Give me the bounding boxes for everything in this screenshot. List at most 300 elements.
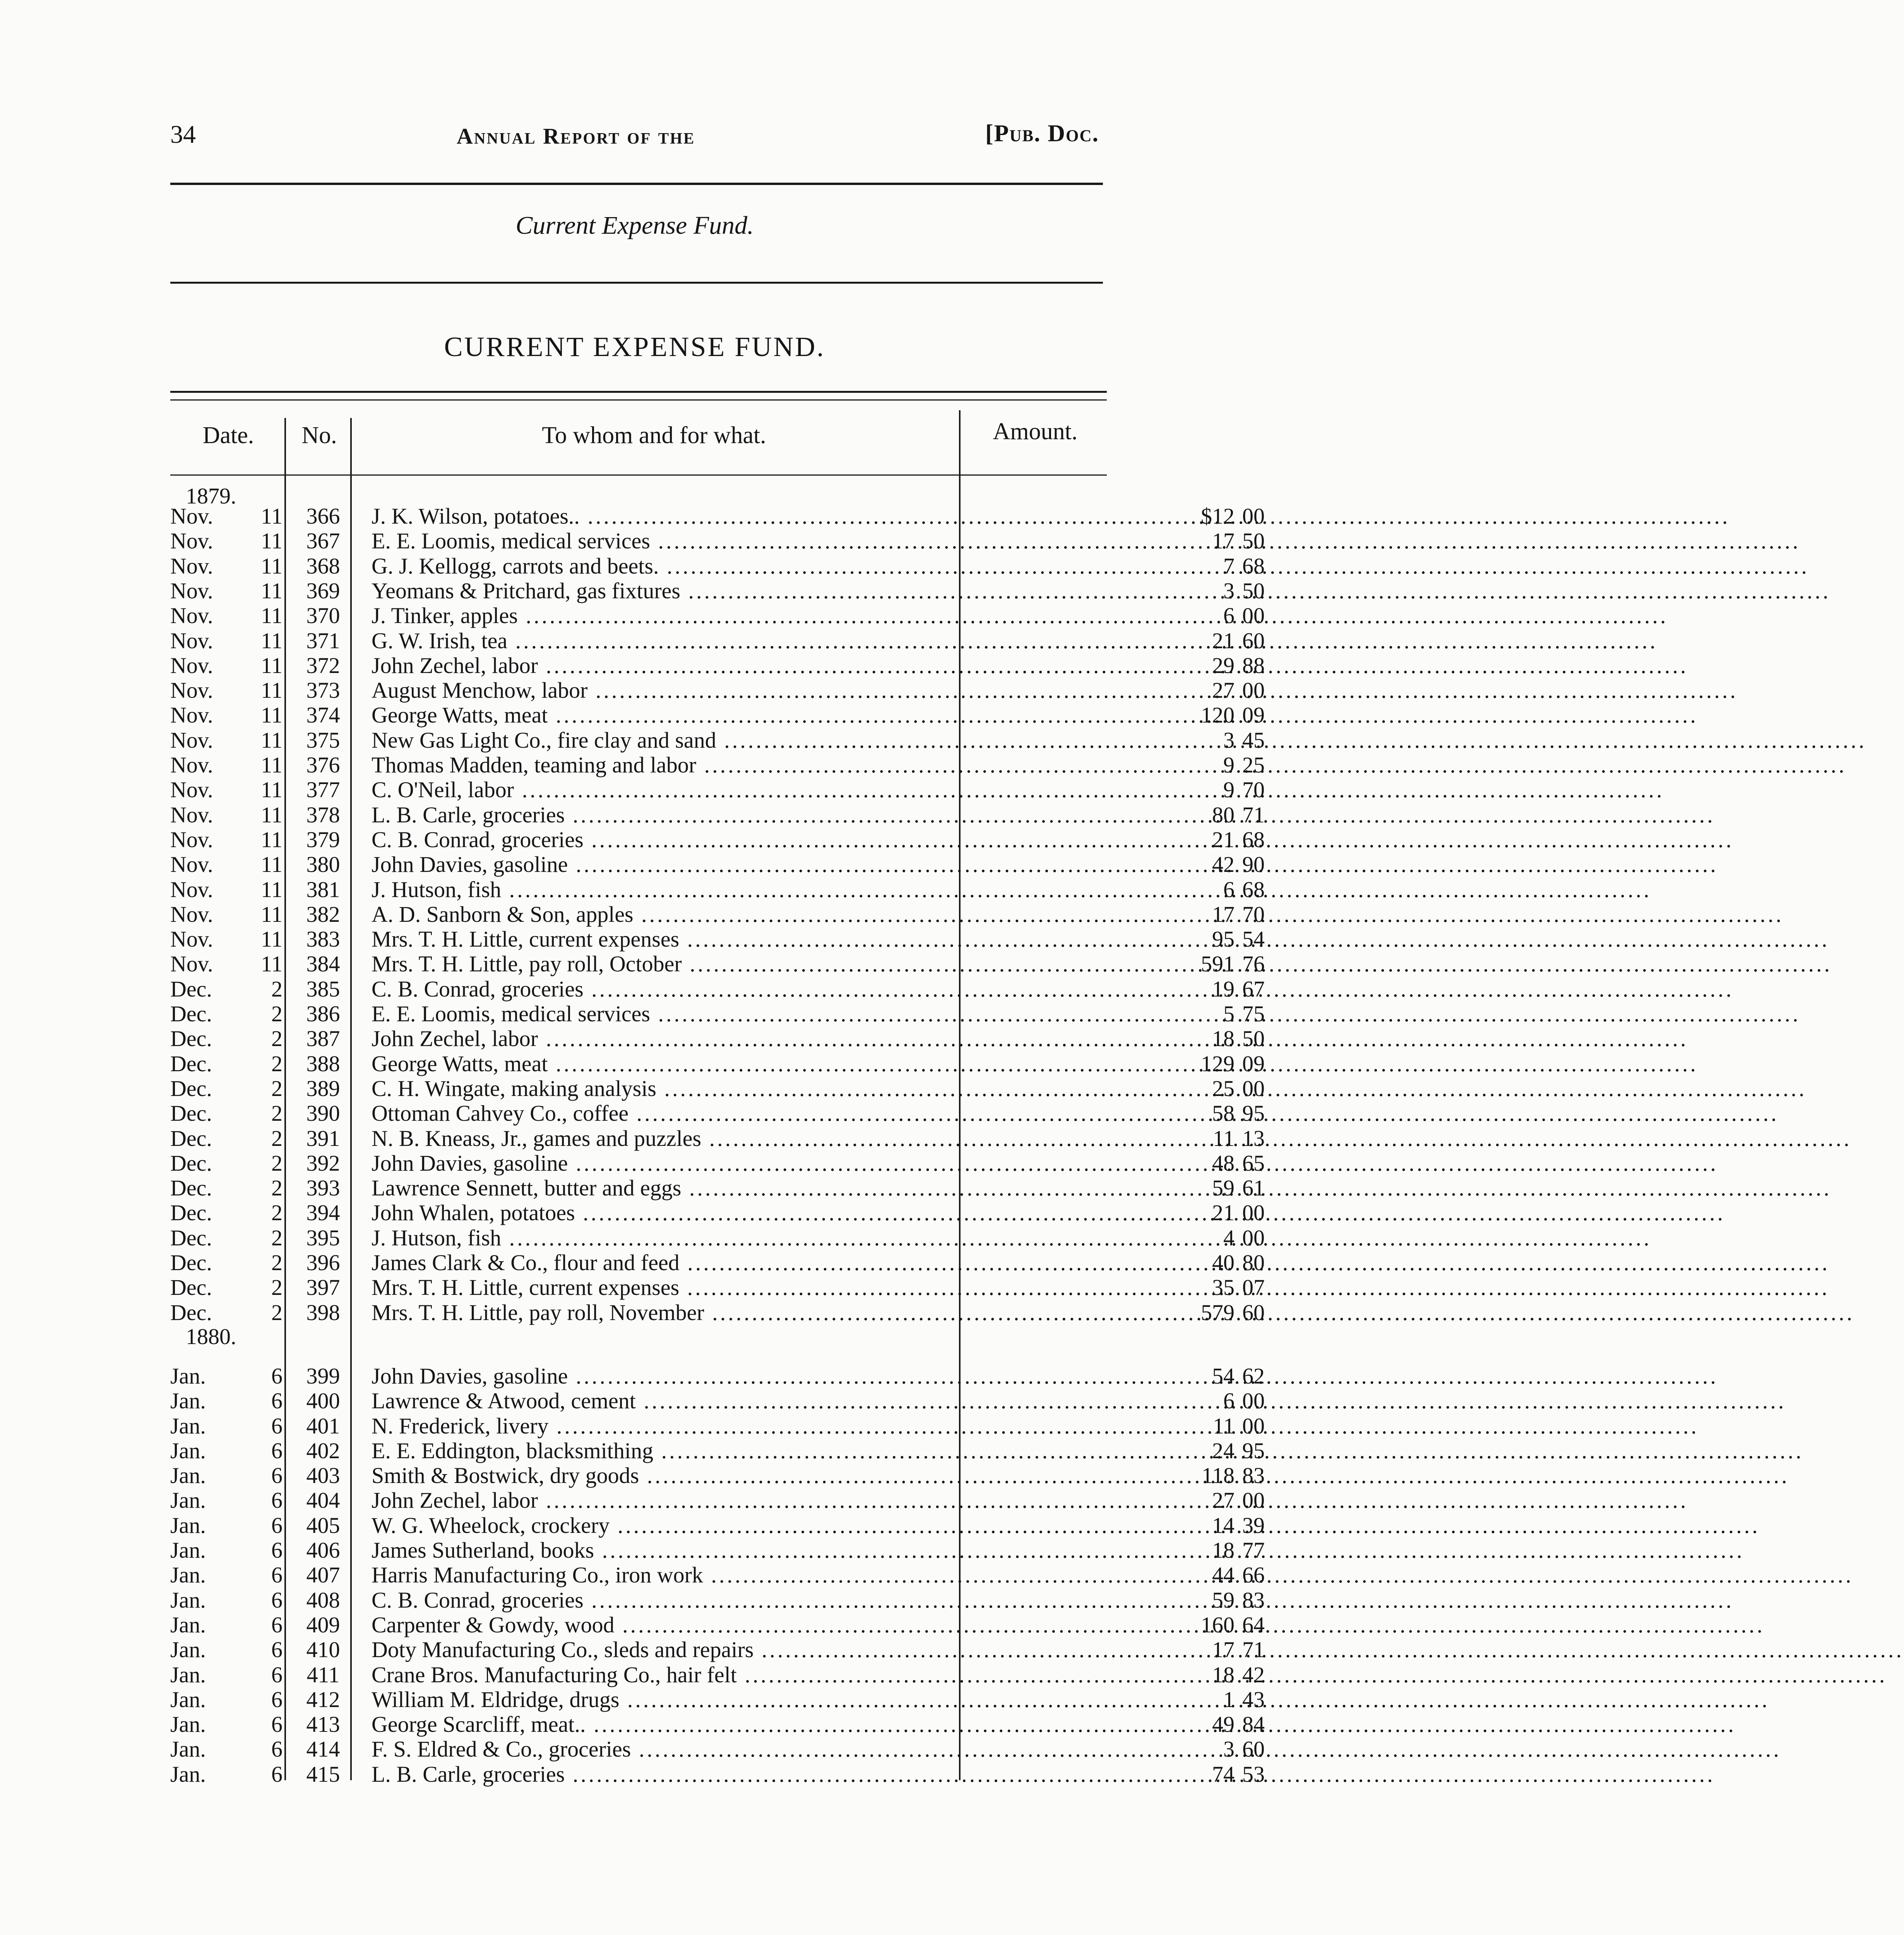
header-bottom-rule xyxy=(170,474,1107,476)
amount-cell xyxy=(1149,1175,1281,1200)
payee-description: William M. Eldridge, drugs ..... xyxy=(372,1687,1149,1712)
column-header-amount: Amount. xyxy=(993,418,1078,445)
amount-dollars: 129 xyxy=(1201,1051,1235,1076)
column-header-payee: To whom and for what. xyxy=(542,422,766,449)
payee-description: G. W. Irish, tea ..... xyxy=(372,628,1149,654)
amount-dollars: 14 xyxy=(1212,1513,1235,1538)
amount-cents: 76 xyxy=(1242,951,1265,976)
voucher-number: 411 xyxy=(306,1662,340,1687)
voucher-number: 389 xyxy=(306,1076,340,1101)
payee-cell xyxy=(372,901,1130,926)
amount-dollars: 18 xyxy=(1212,1662,1235,1687)
amount-dollars: 24 xyxy=(1212,1438,1235,1463)
amount-dollars: 40 xyxy=(1212,1250,1235,1275)
amount-cell xyxy=(1149,1612,1281,1637)
amount-cents: 09 xyxy=(1242,1051,1265,1076)
date-day: 6 xyxy=(271,1513,283,1538)
year-label: 1880. xyxy=(186,1324,236,1349)
payee-cell xyxy=(372,1662,1130,1687)
date-day: 11 xyxy=(261,752,283,777)
date-day: 6 xyxy=(271,1612,283,1637)
date-month: Dec. xyxy=(170,1250,212,1275)
date-month: Nov. xyxy=(170,653,213,678)
amount-cell xyxy=(1149,901,1281,926)
date-month: Jan. xyxy=(170,1562,206,1587)
payee-description: Lawrence Sennett, butter and eggs ..... xyxy=(372,1175,1149,1201)
amount-dollars: 58 xyxy=(1212,1101,1235,1126)
amount-cell xyxy=(1149,1388,1281,1413)
table-row xyxy=(170,1388,1265,1413)
date-month: Nov. xyxy=(170,877,213,902)
date-month: Jan. xyxy=(170,1363,206,1389)
amount-cents: 61 xyxy=(1242,1175,1265,1200)
amount-dollars: 160 xyxy=(1201,1612,1235,1637)
table-row xyxy=(170,503,1265,529)
voucher-number: 392 xyxy=(306,1151,340,1176)
table-row xyxy=(170,727,1265,753)
amount-dollars: 80 xyxy=(1212,802,1235,827)
table-row xyxy=(170,1711,1265,1737)
payee-cell xyxy=(372,1687,1130,1711)
payee-description: Mrs. T. H. Little, current expenses ..... xyxy=(372,1274,1149,1300)
amount-cents: 68 xyxy=(1242,877,1265,902)
payee-cell xyxy=(372,1075,1130,1100)
amount-cents: 50 xyxy=(1242,1026,1265,1051)
table-row xyxy=(170,1562,1265,1587)
amount-cents: 00 xyxy=(1242,603,1265,628)
voucher-number: 379 xyxy=(306,827,340,852)
table-row xyxy=(170,1075,1265,1101)
voucher-number: 380 xyxy=(306,852,340,877)
amount-cell xyxy=(1149,877,1281,901)
amount-dollars: 25 xyxy=(1212,1076,1235,1101)
date-month: Nov. xyxy=(170,503,213,529)
amount-cents: 77 xyxy=(1242,1538,1265,1563)
amount-cents: 60 xyxy=(1242,1300,1265,1325)
date-month: Dec. xyxy=(170,1101,212,1126)
amount-cell xyxy=(1149,652,1281,677)
payee-description: Thomas Madden, teaming and labor ..... xyxy=(372,752,1149,778)
amount-cents: 68 xyxy=(1242,553,1265,579)
payee-description: C. B. Conrad, groceries ..... xyxy=(372,976,1149,1002)
date-month: Jan. xyxy=(170,1712,206,1737)
payee-description: John Davies, gasoline ..... xyxy=(372,1150,1149,1176)
date-month: Nov. xyxy=(170,528,213,553)
amount-cents: 68 xyxy=(1242,827,1265,852)
date-month: Dec. xyxy=(170,1275,212,1300)
date-day: 11 xyxy=(261,827,283,852)
date-month: Nov. xyxy=(170,852,213,877)
date-month: Dec. xyxy=(170,1175,212,1200)
amount-dollars: 3 xyxy=(1223,1736,1235,1762)
date-day: 11 xyxy=(261,926,283,952)
voucher-number: 369 xyxy=(306,578,340,603)
payee-description: Carpenter & Gowdy, wood ..... xyxy=(372,1612,1149,1638)
voucher-number: 382 xyxy=(306,902,340,927)
amount-cell xyxy=(1149,603,1281,627)
amount-cents: 67 xyxy=(1242,976,1265,1002)
section-subtitle: Current Expense Fund. xyxy=(515,211,754,240)
voucher-number: 406 xyxy=(306,1538,340,1563)
date-day: 6 xyxy=(271,1762,283,1787)
voucher-number: 374 xyxy=(306,702,340,728)
payee-description: Crane Bros. Manufacturing Co., hair felt ..... xyxy=(372,1662,1149,1688)
amount-cell xyxy=(1149,702,1281,727)
payee-description: F. S. Eldred & Co., groceries ..... xyxy=(372,1736,1149,1762)
amount-dollars: 3 xyxy=(1223,728,1235,753)
date-day: 2 xyxy=(271,1275,283,1300)
amount-cell xyxy=(1149,503,1281,528)
amount-dollars: 35 xyxy=(1212,1275,1235,1300)
payee-cell xyxy=(372,503,1130,528)
payee-description: Lawrence & Atwood, cement ..... xyxy=(372,1388,1149,1414)
payee-description: L. B. Carle, groceries ..... xyxy=(372,1761,1149,1787)
amount-cell xyxy=(1149,777,1281,801)
payee-description: N. Frederick, livery ..... xyxy=(372,1413,1149,1439)
payee-cell xyxy=(372,951,1130,976)
amount-dollars: 42 xyxy=(1212,852,1235,877)
date-day: 6 xyxy=(271,1687,283,1712)
payee-cell xyxy=(372,1462,1130,1487)
amount-cents: 95 xyxy=(1242,1438,1265,1463)
date-month: Jan. xyxy=(170,1736,206,1762)
date-month: Dec. xyxy=(170,1026,212,1051)
date-month: Nov. xyxy=(170,926,213,952)
amount-cell xyxy=(1149,851,1281,876)
amount-cell xyxy=(1149,1026,1281,1050)
payee-cell xyxy=(372,1100,1130,1125)
date-day: 2 xyxy=(271,1225,283,1250)
amount-cents: 90 xyxy=(1242,852,1265,877)
table-row xyxy=(170,1175,1265,1200)
payee-description: Harris Manufacturing Co., iron work ..... xyxy=(372,1562,1149,1588)
payee-cell xyxy=(372,851,1130,876)
date-day: 2 xyxy=(271,1151,283,1176)
document-reference: [Pub. Doc. xyxy=(985,120,1099,147)
amount-dollars: 95 xyxy=(1212,926,1235,952)
payee-description: E. E. Loomis, medical services ..... xyxy=(372,528,1149,554)
date-day: 11 xyxy=(261,628,283,653)
date-day: 11 xyxy=(261,951,283,976)
amount-dollars: 49 xyxy=(1212,1712,1235,1737)
table-row xyxy=(170,1413,1265,1438)
table-row xyxy=(170,1001,1265,1026)
running-head xyxy=(170,120,1099,155)
subtitle-rule xyxy=(170,282,1103,284)
voucher-number: 391 xyxy=(306,1126,340,1151)
table-row xyxy=(170,1487,1265,1513)
payee-description: Mrs. T. H. Little, current expenses ..... xyxy=(372,926,1149,952)
voucher-number: 393 xyxy=(306,1175,340,1200)
payee-description: J. Hutson, fish ..... xyxy=(372,877,1149,902)
amount-dollars: 579 xyxy=(1201,1300,1235,1325)
voucher-number: 383 xyxy=(306,926,340,952)
table-row xyxy=(170,603,1265,628)
amount-cell xyxy=(1149,1300,1281,1324)
amount-cell xyxy=(1149,1438,1281,1462)
voucher-number: 413 xyxy=(306,1712,340,1737)
table-row xyxy=(170,877,1265,902)
payee-cell xyxy=(372,1512,1130,1537)
date-day: 6 xyxy=(271,1538,283,1563)
voucher-number: 400 xyxy=(306,1388,340,1413)
table-row xyxy=(170,1300,1265,1325)
payee-description: New Gas Light Co., fire clay and sand ..... xyxy=(372,727,1149,753)
amount-cents: 00 xyxy=(1242,1225,1265,1250)
date-day: 6 xyxy=(271,1662,283,1687)
date-month: Dec. xyxy=(170,1300,212,1325)
amount-cents: 00 xyxy=(1242,1388,1265,1413)
amount-cents: 65 xyxy=(1242,1151,1265,1176)
date-month: Nov. xyxy=(170,553,213,579)
payee-cell xyxy=(372,677,1130,702)
date-day: 6 xyxy=(271,1736,283,1762)
table-row xyxy=(170,1051,1265,1076)
amount-cell xyxy=(1149,926,1281,951)
table-row xyxy=(170,1150,1265,1176)
payee-description: J. K. Wilson, potatoes.. ..... xyxy=(372,503,1149,529)
payee-cell xyxy=(372,603,1130,627)
voucher-number: 377 xyxy=(306,777,340,802)
payee-description: Yeomans & Pritchard, gas fixtures ..... xyxy=(372,578,1149,604)
payee-description: George Watts, meat ..... xyxy=(372,702,1149,728)
date-month: Nov. xyxy=(170,702,213,728)
voucher-number: 376 xyxy=(306,752,340,777)
payee-cell xyxy=(372,1200,1130,1224)
date-month: Nov. xyxy=(170,628,213,653)
voucher-number: 366 xyxy=(306,503,340,529)
payee-description: W. G. Wheelock, crockery ..... xyxy=(372,1512,1149,1538)
date-month: Jan. xyxy=(170,1662,206,1687)
amount-cell xyxy=(1149,1562,1281,1587)
table-row xyxy=(170,1100,1265,1126)
payee-cell xyxy=(372,1026,1130,1050)
date-day: 6 xyxy=(271,1637,283,1662)
payee-cell xyxy=(372,1250,1130,1274)
amount-cents: 83 xyxy=(1242,1463,1265,1488)
column-header-no: No. xyxy=(301,422,337,449)
payee-description: John Zechel, labor ..... xyxy=(372,652,1149,678)
payee-cell xyxy=(372,1175,1130,1200)
table-row xyxy=(170,851,1265,877)
table-row xyxy=(170,827,1265,852)
head-rule xyxy=(170,183,1103,185)
payee-description: C. B. Conrad, groceries ..... xyxy=(372,827,1149,853)
table-row xyxy=(170,901,1265,927)
date-day: 2 xyxy=(271,1101,283,1126)
amount-dollars: 6 xyxy=(1223,1388,1235,1413)
amount-dollars: 6 xyxy=(1223,877,1235,902)
amount-cents: 00 xyxy=(1242,1413,1265,1438)
table-top-rule xyxy=(170,391,1107,393)
date-day: 6 xyxy=(271,1488,283,1513)
amount-cents: 83 xyxy=(1242,1587,1265,1613)
date-month: Dec. xyxy=(170,1225,212,1250)
amount-dollars: 9 xyxy=(1223,777,1235,802)
payee-cell xyxy=(372,1225,1130,1250)
date-month: Jan. xyxy=(170,1762,206,1787)
voucher-number: 395 xyxy=(306,1225,340,1250)
table-row xyxy=(170,1438,1265,1463)
amount-cell xyxy=(1149,951,1281,976)
payee-cell xyxy=(372,1562,1130,1587)
date-month: Jan. xyxy=(170,1587,206,1613)
table-row xyxy=(170,1761,1265,1787)
date-month: Nov. xyxy=(170,777,213,802)
payee-cell xyxy=(372,578,1130,603)
table-row xyxy=(170,1026,1265,1051)
section-title: CURRENT EXPENSE FUND. xyxy=(444,331,825,362)
amount-cell xyxy=(1149,727,1281,752)
voucher-number: 384 xyxy=(306,951,340,976)
amount-cell xyxy=(1149,1711,1281,1736)
voucher-number: 386 xyxy=(306,1001,340,1026)
date-month: Jan. xyxy=(170,1488,206,1513)
date-day: 2 xyxy=(271,1250,283,1275)
amount-dollars: 21 xyxy=(1212,1200,1235,1225)
date-month: Nov. xyxy=(170,951,213,976)
amount-cents: 50 xyxy=(1242,578,1265,603)
date-day: 2 xyxy=(271,976,283,1002)
table-row xyxy=(170,1125,1265,1151)
amount-cell xyxy=(1149,802,1281,827)
year-label: 1879. xyxy=(186,483,236,509)
date-day: 11 xyxy=(261,902,283,927)
payee-description: Doty Manufacturing Co., sleds and repairs ..... xyxy=(372,1637,1149,1663)
payee-description: August Menchow, labor ..... xyxy=(372,677,1149,703)
payee-cell xyxy=(372,802,1130,827)
payee-description: Ottoman Cahvey Co., coffee ..... xyxy=(372,1100,1149,1126)
amount-cents: 75 xyxy=(1242,1001,1265,1026)
voucher-number: 371 xyxy=(306,628,340,653)
voucher-number: 405 xyxy=(306,1513,340,1538)
payee-description: James Clark & Co., flour and feed ..... xyxy=(372,1250,1149,1276)
date-day: 2 xyxy=(271,1126,283,1151)
amount-dollars: 54 xyxy=(1212,1363,1235,1389)
amount-dollars: 17 xyxy=(1212,902,1235,927)
voucher-number: 381 xyxy=(306,877,340,902)
date-day: 6 xyxy=(271,1413,283,1438)
voucher-number: 390 xyxy=(306,1101,340,1126)
date-month: Nov. xyxy=(170,802,213,827)
voucher-number: 388 xyxy=(306,1051,340,1076)
amount-cell xyxy=(1149,1662,1281,1687)
payee-description: J. Hutson, fish ..... xyxy=(372,1225,1149,1251)
table-row xyxy=(170,1225,1265,1250)
date-day: 6 xyxy=(271,1562,283,1587)
amount-dollars: 17 xyxy=(1212,528,1235,553)
payee-description: John Davies, gasoline ..... xyxy=(372,851,1149,877)
voucher-number: 409 xyxy=(306,1612,340,1637)
payee-cell xyxy=(372,1413,1130,1438)
date-day: 2 xyxy=(271,1175,283,1200)
voucher-number: 373 xyxy=(306,678,340,703)
amount-cell xyxy=(1149,1487,1281,1512)
payee-cell xyxy=(372,1637,1130,1661)
amount-dollars: 59 xyxy=(1212,1175,1235,1200)
amount-cents: 00 xyxy=(1242,1488,1265,1513)
payee-description: Mrs. T. H. Little, pay roll, November ..... xyxy=(372,1300,1149,1325)
amount-cell xyxy=(1149,1250,1281,1274)
voucher-number: 396 xyxy=(306,1250,340,1275)
amount-cell xyxy=(1149,976,1281,1001)
table-row xyxy=(170,1537,1265,1563)
date-day: 2 xyxy=(271,1051,283,1076)
payee-description: E. E. Loomis, medical services ..... xyxy=(372,1001,1149,1027)
payee-description: John Zechel, labor ..... xyxy=(372,1026,1149,1051)
table-row xyxy=(170,951,1265,976)
payee-description: L. B. Carle, groceries ..... xyxy=(372,802,1149,828)
amount-dollars: 18 xyxy=(1212,1538,1235,1563)
payee-description: N. B. Kneass, Jr., games and puzzles ..... xyxy=(372,1125,1149,1151)
amount-dollars: 11 xyxy=(1213,1413,1235,1438)
date-day: 2 xyxy=(271,1200,283,1225)
voucher-number: 398 xyxy=(306,1300,340,1325)
voucher-number: 372 xyxy=(306,653,340,678)
amount-dollars: 18 xyxy=(1212,1026,1235,1051)
amount-dollars: 3 xyxy=(1223,578,1235,603)
amount-cell xyxy=(1149,1075,1281,1100)
table-row xyxy=(170,528,1265,553)
amount-cell xyxy=(1149,1537,1281,1562)
column-header-date: Date. xyxy=(202,422,254,449)
payee-description: C. B. Conrad, groceries ..... xyxy=(372,1587,1149,1613)
amount-cents: 88 xyxy=(1242,653,1265,678)
table-top-rule-2 xyxy=(170,399,1107,401)
amount-cents: 25 xyxy=(1242,752,1265,777)
amount-dollars: 120 xyxy=(1201,702,1235,728)
amount-cell xyxy=(1149,752,1281,777)
amount-dollars: $12 xyxy=(1201,503,1235,529)
amount-dollars: 1 xyxy=(1223,1687,1235,1712)
payee-cell xyxy=(372,1711,1130,1736)
payee-cell xyxy=(372,926,1130,951)
payee-cell xyxy=(372,1051,1130,1075)
payee-cell xyxy=(372,1587,1130,1612)
amount-cents: 62 xyxy=(1242,1363,1265,1389)
amount-cents: 45 xyxy=(1242,728,1265,753)
date-month: Dec. xyxy=(170,1151,212,1176)
amount-cents: 09 xyxy=(1242,702,1265,728)
date-month: Nov. xyxy=(170,578,213,603)
payee-cell xyxy=(372,1736,1130,1761)
payee-description: G. J. Kellogg, carrots and beets. ..... xyxy=(372,553,1149,579)
date-day: 11 xyxy=(261,553,283,579)
payee-cell xyxy=(372,1612,1130,1637)
amount-cell xyxy=(1149,1736,1281,1761)
amount-cents: 84 xyxy=(1242,1712,1265,1737)
voucher-number: 397 xyxy=(306,1275,340,1300)
voucher-number: 408 xyxy=(306,1587,340,1613)
date-day: 6 xyxy=(271,1438,283,1463)
amount-dollars: 6 xyxy=(1223,603,1235,628)
amount-cell xyxy=(1149,1637,1281,1661)
amount-cents: 64 xyxy=(1242,1612,1265,1637)
payee-cell xyxy=(372,1274,1130,1299)
amount-cents: 71 xyxy=(1242,1637,1265,1662)
amount-cents: 71 xyxy=(1242,802,1265,827)
date-day: 11 xyxy=(261,528,283,553)
date-month: Nov. xyxy=(170,678,213,703)
date-month: Nov. xyxy=(170,902,213,927)
amount-cents: 00 xyxy=(1242,1076,1265,1101)
date-day: 2 xyxy=(271,1001,283,1026)
date-day: 2 xyxy=(271,1300,283,1325)
amount-cents: 54 xyxy=(1242,926,1265,952)
table-row xyxy=(170,1612,1265,1637)
date-day: 2 xyxy=(271,1076,283,1101)
amount-cents: 60 xyxy=(1242,628,1265,653)
